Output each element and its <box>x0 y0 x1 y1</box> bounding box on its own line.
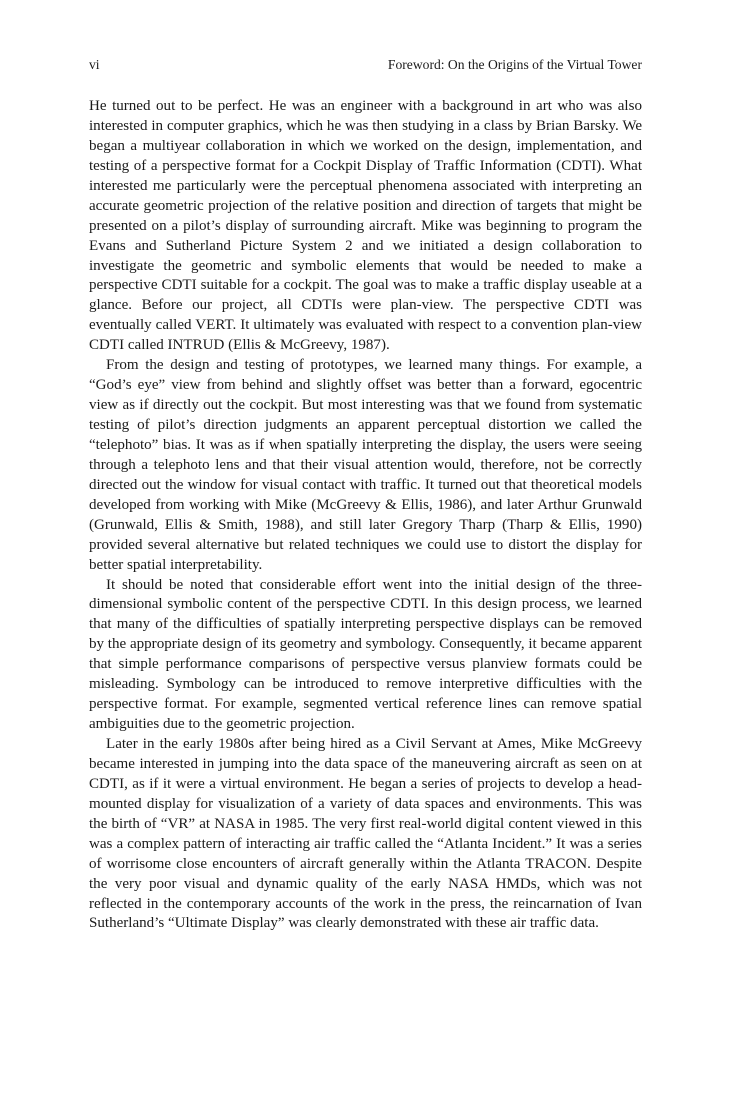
paragraph-1: He turned out to be perfect. He was an engineer with a background in art who was also interested in computer graphics, which he was then studying in a class by Brian Barsky. We began a multiyear collaboration in which we worked on the design, implementation, and testing of a perspective format for a Cockpit Display of Traffic Information (CDTI). What interested me particularly were the perceptual phenomena associated with interpreting an accurate geometric projection of the relative position and direction of targets that might be presented on a pilot’s display of surrounding aircraft. Mike was beginning to program the Evans and Sutherland Picture System 2 and we initiated a design collaboration to investigate the geometric and symbolic elements that would be needed to make a perspective CDTI suitable for a cockpit. The goal was to make a traffic display useable at a glance. Before our project, all CDTIs were plan-view. The perspective CDTI was eventually called VERT. It ultimately was evaluated with respect to a convention plan-view CDTI called INTRUD (Ellis & McGreevy, 1987). <box>89 98 642 354</box>
running-title: Foreword: On the Origins of the Virtual Tower <box>387 57 642 72</box>
running-header <box>89 56 642 74</box>
paragraph-4: Later in the early 1980s after being hired as a Civil Servant at Ames, Mike McGreevy became interested in jumping into the data space of the maneuvering aircraft as seen on at CDTI, as if it were a virtual environment. He began a series of projects to develop a head-mounted display for visualization of a variety of data spaces and environments. This was the birth of “VR” at NASA in 1985. The very first real-world digital content viewed in this was a complex pattern of interacting air traffic called the “Atlanta Incident.” It was a series of worrisome close encounters of aircraft generally within the Atlanta TRACON. Despite the very poor visual and dynamic quality of the early NASA HMDs, which was not reflected in the contemporary accounts of the work in the press, the reincarnation of Ivan Sutherland’s “Ultimate Display” was clearly demonstrated with these air traffic data. <box>89 736 642 932</box>
book-page <box>89 56 642 934</box>
page-number: vi <box>89 57 100 72</box>
body-text <box>89 97 642 934</box>
paragraph-2: From the design and testing of prototypes, we learned many things. For example, a “God’s eye” view from behind and slightly offset was better than a forward, egocentric view as if directly out the cockpit. But most interesting was that we found from systematic testing of pilot’s direction judgments an apparent perceptual distortion we called the “telephoto” bias. It was as if when spatially interpreting the display, the users were seeing through a telephoto lens and that their visual attention would, therefore, not be correctly directed out the window for visual contact with traffic. It turned out that theoretical models developed from working with Mike (McGreevy & Ellis, 1986), and later Arthur Grunwald (Grunwald, Ellis & Smith, 1988), and still later Gregory Tharp (Tharp & Ellis, 1990) provided several alternative but related techniques we could use to distort the display for better spatial interpretability. <box>89 357 642 573</box>
paragraph-3: It should be noted that considerable effort went into the initial design of the threedimensional symbolic content of the perspective CDTI. In this design process, we learned that many of the difficulties of spatially interpreting perspective displays can be removed by the appropriate design of its geometry and symbology. Consequently, it became apparent that simple performance comparisons of perspective versus planview formats could be misleading. Symbology can be introduced to remove interpretive difficulties with the perspective format. For example, segmented vertical reference lines can remove spatial ambiguities due to the geometric projection. <box>89 576 642 733</box>
